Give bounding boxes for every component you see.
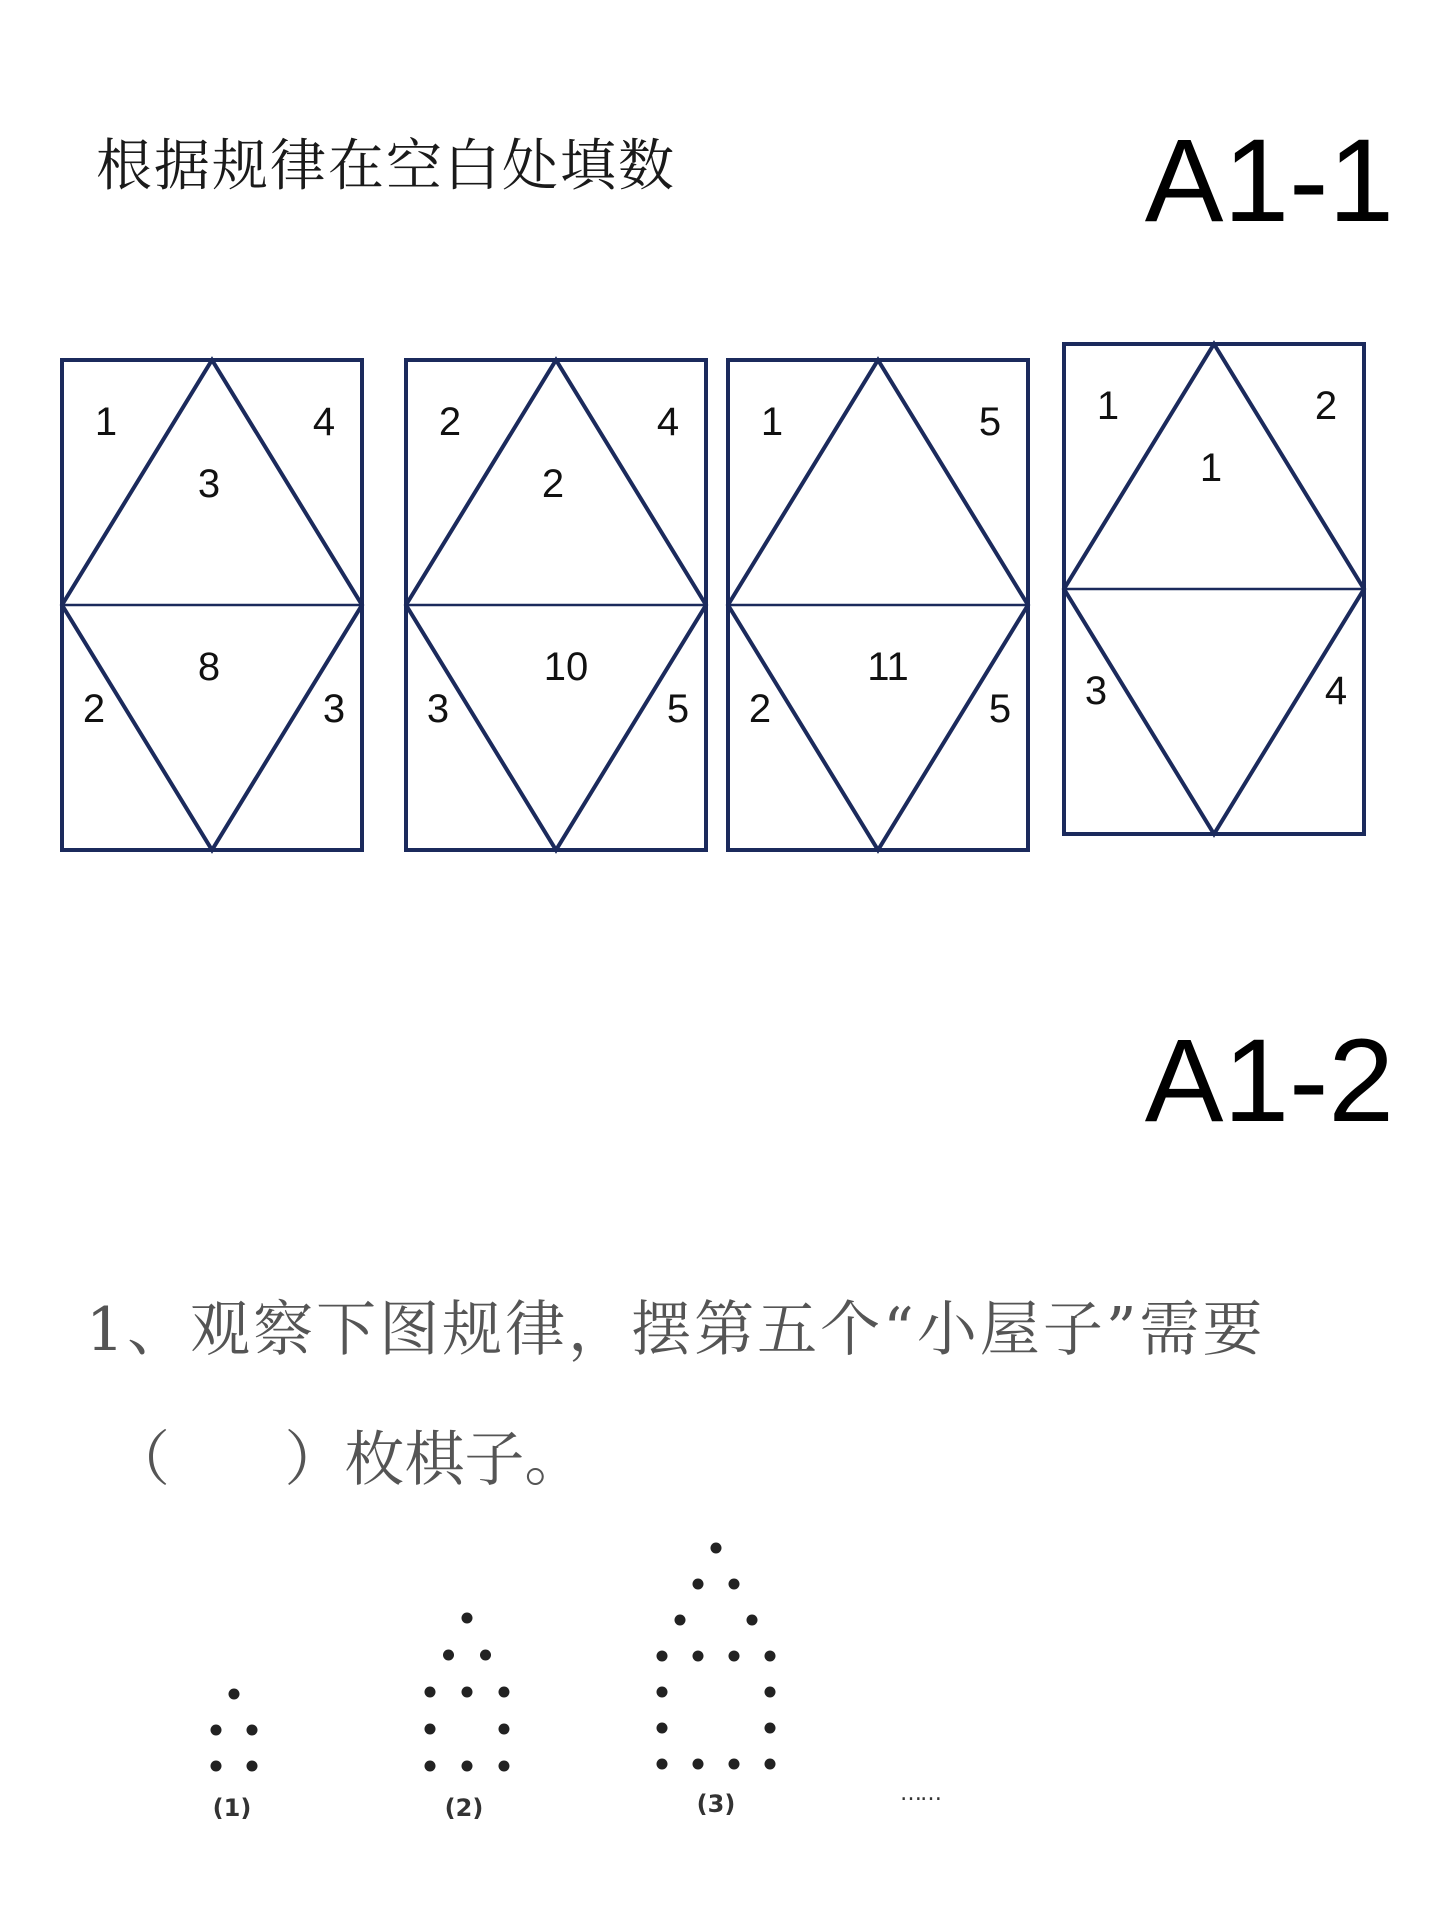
chess-dot (657, 1723, 668, 1734)
puzzle-3-bottom-left: 2 (748, 687, 772, 731)
chess-dot (211, 1761, 222, 1772)
chess-dot (443, 1650, 454, 1661)
puzzle-2-top-right: 4 (656, 400, 680, 444)
chess-dot (247, 1761, 258, 1772)
puzzle-4-top-right: 2 (1314, 384, 1338, 428)
puzzle-2-upper-center: 2 (541, 462, 565, 506)
chess-dot (480, 1650, 491, 1661)
house-figure-3 (657, 1543, 776, 1770)
figure-label-2: (2) (444, 1794, 484, 1822)
puzzle-4-bottom-left: 3 (1084, 669, 1108, 713)
chess-dot (425, 1761, 436, 1772)
section-code-a1-1: A1-1 (1144, 115, 1394, 247)
puzzle-1-bottom-right: 3 (322, 687, 346, 731)
puzzle-2-top-left: 2 (438, 400, 462, 444)
chess-dot (499, 1687, 510, 1698)
chess-dot (247, 1725, 258, 1736)
chess-dot (765, 1723, 776, 1734)
chess-dot (765, 1687, 776, 1698)
chess-dot (657, 1651, 668, 1662)
section-code-a1-2: A1-2 (1144, 1015, 1394, 1147)
chess-dot (747, 1615, 758, 1626)
continuation-ellipsis: …… (900, 1781, 940, 1806)
puzzle-3-top-left: 1 (760, 400, 784, 444)
chess-dot (711, 1543, 722, 1554)
chess-dot (425, 1687, 436, 1698)
puzzle-1-upper-center: 3 (197, 462, 221, 506)
puzzle-1-lower-center: 8 (197, 645, 221, 689)
chess-dot (229, 1689, 240, 1700)
puzzle-2-lower-center: 10 (543, 645, 589, 689)
house-figure-2 (425, 1613, 510, 1772)
figure-label-1: (1) (212, 1794, 252, 1822)
puzzle-4-top-left: 1 (1096, 384, 1120, 428)
chess-dot (425, 1724, 436, 1735)
chess-dot (729, 1759, 740, 1770)
puzzle-4-upper-center: 1 (1199, 446, 1223, 490)
puzzle-2-bottom-right: 5 (666, 687, 690, 731)
chess-dot (693, 1579, 704, 1590)
chess-dot (765, 1651, 776, 1662)
chess-dot (693, 1651, 704, 1662)
chess-dot (675, 1615, 686, 1626)
chess-dot (765, 1759, 776, 1770)
chess-dot (693, 1759, 704, 1770)
question-line-2: （ ）枚棋子。 (110, 1425, 585, 1495)
chess-dot (462, 1613, 473, 1624)
house-figure-1 (211, 1689, 258, 1772)
chess-dot (462, 1761, 473, 1772)
puzzle-4-bottom-right: 4 (1324, 669, 1348, 713)
chess-dot (499, 1724, 510, 1735)
chess-dot (211, 1725, 222, 1736)
figure-label-3: (3) (696, 1790, 736, 1818)
puzzle-2-bottom-left: 3 (426, 687, 450, 731)
puzzle-3-lower-center: 11 (867, 645, 909, 689)
puzzle-1-bottom-left: 2 (82, 687, 106, 731)
puzzle-3-bottom-right: 5 (988, 687, 1012, 731)
chess-dot (729, 1579, 740, 1590)
puzzle-3-top-right: 5 (978, 400, 1002, 444)
chess-dot (657, 1759, 668, 1770)
chess-dot (729, 1651, 740, 1662)
chess-dot (462, 1687, 473, 1698)
chess-dot (499, 1761, 510, 1772)
instruction-title: 根据规律在空白处填数 (96, 134, 676, 199)
chess-dot (657, 1687, 668, 1698)
puzzle-1-top-right: 4 (312, 400, 336, 444)
question-line-1: 1、观察下图规律，摆第五个“小屋子”需要 (86, 1295, 1266, 1365)
puzzle-1-top-left: 1 (94, 400, 118, 444)
